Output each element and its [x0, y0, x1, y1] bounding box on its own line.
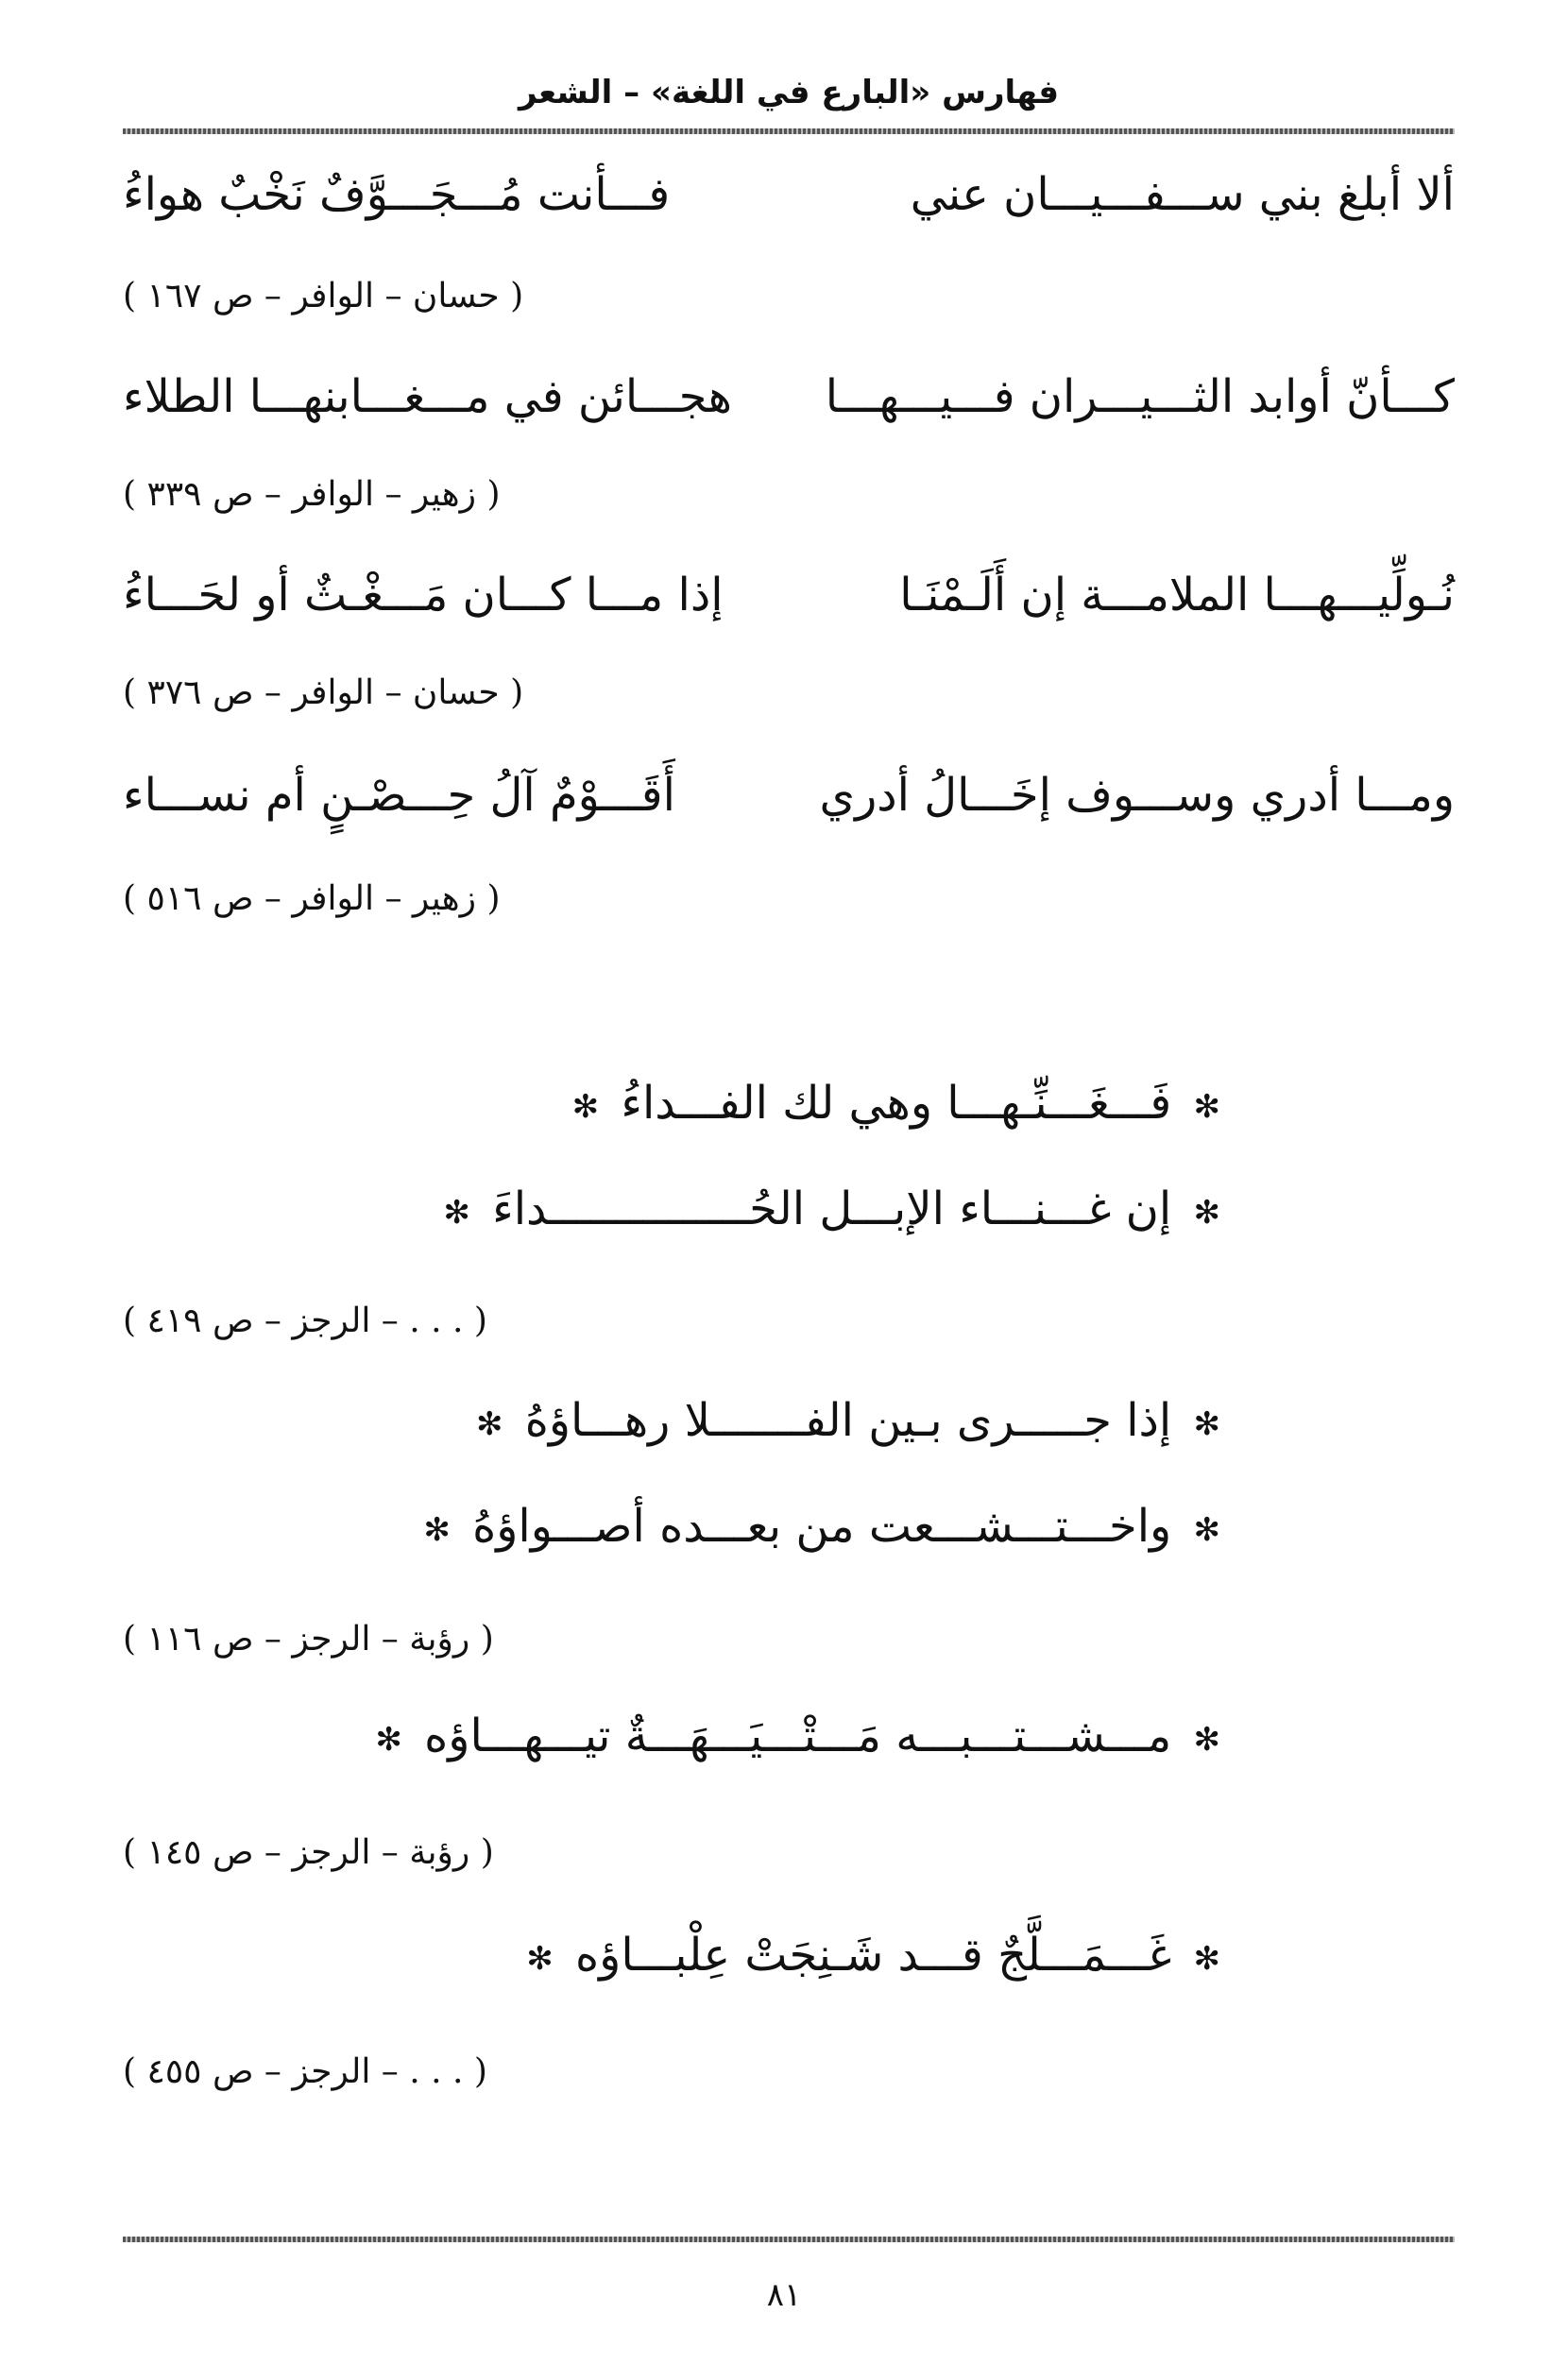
header-rule	[123, 128, 1455, 134]
rajaz-line	[340, 1927, 1228, 1987]
verse-citation: ( زهير – الوافر – ص ٣٣٩ )	[123, 475, 501, 514]
star-ornament-icon: ✻	[526, 1939, 554, 1978]
page-header: فهارس «البارع في اللغة» – الشعر	[518, 74, 1060, 111]
star-ornament-icon: ✻	[571, 1087, 600, 1126]
star-ornament-icon: ✻	[423, 1510, 451, 1549]
rajaz-citation: ( رؤبة – الرجز – ص ١٤٥ )	[123, 1833, 494, 1872]
rajaz-citation: ( . . . – الرجز – ص ٤١٩ )	[123, 1302, 487, 1340]
rajaz-citation: ( . . . – الرجز – ص ٤٥٥ )	[123, 2052, 487, 2091]
rajaz-line	[340, 1708, 1228, 1768]
page-number: ٨١	[766, 2276, 802, 2314]
verse-first-hemistich: كـــأنّ أوابد الثـــيـــران فـــيـــهـــا	[825, 370, 1455, 423]
rajaz-line	[340, 1075, 1228, 1135]
verse-citation: ( زهير – الوافر – ص ٥١٦ )	[123, 879, 501, 918]
rajaz-line	[340, 1181, 1228, 1241]
footer-rule	[123, 2237, 1455, 2242]
star-ornament-icon: ✻	[1193, 1510, 1220, 1549]
star-ornament-icon: ✻	[1193, 1087, 1220, 1126]
rajaz-text: إذا جـــــرى بـين الفـــــــلا رهـــاؤهُ	[524, 1394, 1172, 1447]
star-ornament-icon: ✻	[375, 1720, 402, 1759]
star-ornament-icon: ✻	[1193, 1193, 1220, 1232]
star-ornament-icon: ✻	[1193, 1720, 1220, 1759]
verse-citation: ( حسان – الوافر – ص ٣٧٦ )	[123, 673, 524, 712]
verse-first-hemistich: نُـولِّيـــهـــا الملامـــة إن أَلَـمْنَـا	[899, 569, 1455, 621]
star-ornament-icon: ✻	[1193, 1939, 1220, 1978]
rajaz-line	[340, 1498, 1228, 1558]
rajaz-text: واخـــتـــشـــعت من بعـــده أصـــواؤهُ	[472, 1500, 1172, 1553]
verse-second-hemistich: فـــأنت مُـــجَـــوَّفٌ نَخْبٌ هواءُ	[123, 168, 671, 221]
star-ornament-icon: ✻	[443, 1193, 470, 1232]
verse-second-hemistich: أَقَـــوْمٌ آلُ حِـــصْـنٍ أم نســـاء	[123, 769, 675, 822]
verse-second-hemistich: هجـــائن في مـــغـــابنهـــا الطلاء	[123, 370, 732, 423]
rajaz-text: فَـــغَـــنِّـهـــا وهي لك الفـــداءُ	[621, 1077, 1172, 1130]
verse-second-hemistich: إذا مـــا كـــان مَـــغْـثٌ أو لحَـــاءُ	[123, 569, 724, 621]
rajaz-text: مـــشـــتـــبـــه مَـــتْـــيَـــهَـــةٌ تيـــهـــاؤه	[424, 1710, 1172, 1762]
verse-first-hemistich: ومـــا أدري وســـوف إخَـــالُ أدري	[819, 769, 1455, 822]
rajaz-citation: ( رؤبة – الرجز – ص ١١٦ )	[123, 1620, 494, 1659]
rajaz-text: غَـــمَـــلَّجٌ قـــد شَـنِجَتْ عِلْبـــاؤه	[574, 1929, 1172, 1982]
rajaz-line	[340, 1392, 1228, 1453]
rajaz-text: إن غـــنـــاء الإبـــل الحُـــــــــــــــداءَ	[492, 1182, 1172, 1235]
verse-citation: ( حسان – الوافر – ص ١٦٧ )	[123, 277, 524, 315]
star-ornament-icon: ✻	[1193, 1404, 1220, 1443]
star-ornament-icon: ✻	[475, 1404, 503, 1443]
verse-first-hemistich: ألا أبلغ بني ســـفـــيـــان عني	[910, 168, 1455, 221]
